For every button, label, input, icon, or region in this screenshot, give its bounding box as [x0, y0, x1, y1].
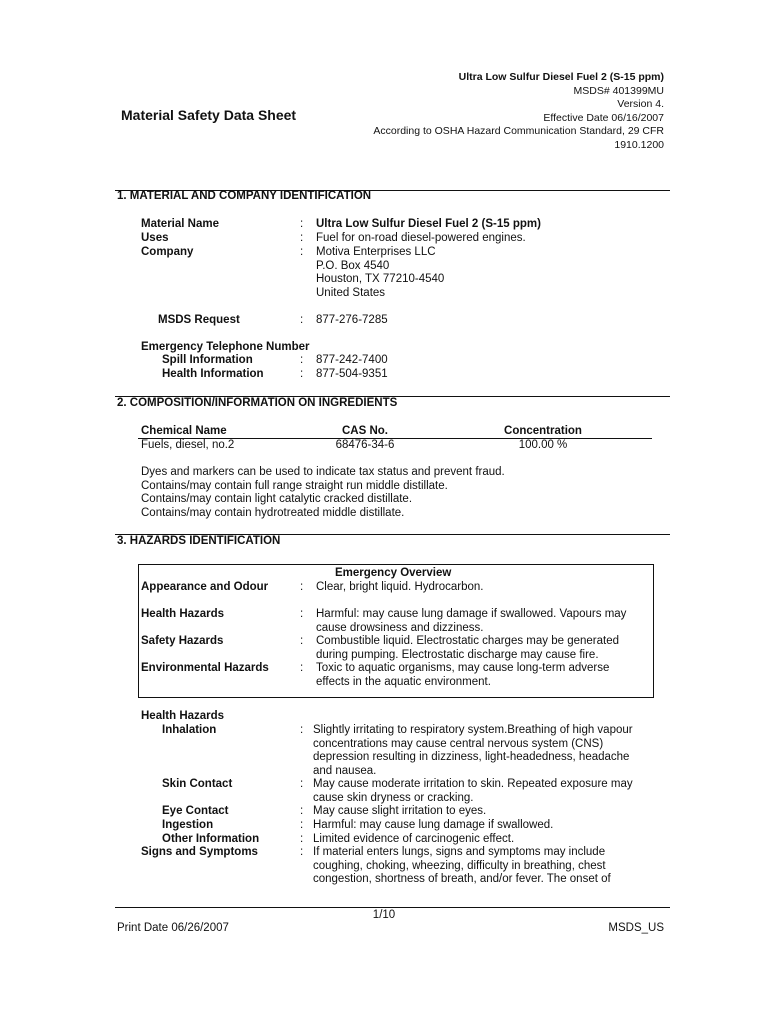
appearance-value: Clear, bright liquid. Hydrocarbon. — [316, 581, 484, 593]
eye-contact-label: Eye Contact — [162, 805, 229, 817]
emergency-overview-title: Emergency Overview — [335, 567, 452, 579]
note-line: Dyes and markers can be used to indicate tax status and prevent fraud. — [141, 466, 505, 478]
material-name-label: Material Name — [141, 218, 219, 230]
appearance-label: Appearance and Odour — [141, 581, 269, 593]
composition-notes — [141, 466, 661, 520]
health-hazards-overview-value: Harmful: may cause lung damage if swallowed. Vapours may cause drowsiness and dizziness. — [316, 608, 627, 634]
document-code: MSDS_US — [608, 922, 664, 934]
inhalation-value: Slightly irritating to respiratory system.Breathing of high vapour concentrations may cause central nervous system (CNS) depression resulting in dizziness, light-headedness, headache and nausea. — [313, 724, 633, 777]
material-name-value: Ultra Low Sulfur Diesel Fuel 2 (S-15 ppm) — [316, 218, 541, 230]
signs-symptoms-label: Signs and Symptoms — [141, 846, 258, 858]
spill-info-label: Spill Information — [162, 354, 253, 366]
col-header-chemical-name: Chemical Name — [141, 425, 227, 437]
version: Version 4. — [617, 98, 664, 111]
col-header-cas: CAS No. — [342, 425, 388, 437]
product-name: Ultra Low Sulfur Diesel Fuel 2 (S-15 ppm) — [458, 71, 664, 83]
uses-value: Fuel for on-road diesel-powered engines. — [316, 232, 526, 244]
health-hazards-overview-label: Health Hazards — [141, 608, 225, 620]
ingestion-label: Ingestion — [162, 819, 214, 831]
note-line: Contains/may contain full range straight run middle distillate. — [141, 479, 448, 492]
spill-info-phone: 877-242-7400 — [316, 354, 388, 366]
msds-number: MSDS# 401399MU — [573, 84, 664, 97]
uses-label: Uses — [141, 232, 169, 244]
note-line: Contains/may contain hydrotreated middle distillate. — [141, 506, 405, 519]
health-info-phone: 877-504-9351 — [316, 368, 388, 380]
document-header-info — [304, 71, 664, 153]
emergency-phone-label: Emergency Telephone Number — [141, 341, 310, 353]
company-line: P.O. Box 4540 — [316, 259, 390, 272]
section-2-title: 2. COMPOSITION/INFORMATION ON INGREDIENTS — [117, 397, 398, 409]
section-3-title: 3. HAZARDS IDENTIFICATION — [117, 535, 281, 547]
safety-hazards-label: Safety Hazards — [141, 635, 224, 647]
safety-hazards-value: Combustible liquid. Electrostatic charges may be generated during pumping. Electrostatic discharge may cause fire. — [316, 635, 619, 661]
environmental-hazards-label: Environmental Hazards — [141, 662, 269, 674]
environmental-hazards-value: Toxic to aquatic organisms, may cause long-term adverse effects in the aquatic environment. — [316, 662, 610, 688]
health-info-label: Health Information — [162, 368, 264, 380]
footer-divider — [115, 907, 670, 908]
company-label: Company — [141, 246, 194, 258]
ingestion-value: Harmful: may cause lung damage if swallowed. — [313, 819, 554, 831]
skin-contact-label: Skin Contact — [162, 778, 233, 790]
note-line: Contains/may contain light catalytic cracked distillate. — [141, 493, 413, 506]
table-cell-chemical: Fuels, diesel, no.2 — [141, 439, 235, 451]
standard-line-2: 1910.1200 — [614, 138, 664, 151]
msds-request-phone: 877-276-7285 — [316, 314, 388, 326]
section-1-title: 1. MATERIAL AND COMPANY IDENTIFICATION — [117, 190, 372, 202]
skin-contact-value: May cause moderate irritation to skin. Repeated exposure may cause skin dryness or cracking. — [313, 778, 633, 804]
company-line: United States — [316, 286, 386, 299]
other-info-label: Other Information — [162, 833, 260, 845]
eye-contact-value: May cause slight irritation to eyes. — [313, 805, 487, 817]
company-line: Houston, TX 77210-4540 — [316, 273, 445, 286]
msds-request-label: MSDS Request — [158, 314, 240, 326]
effective-date: Effective Date 06/16/2007 — [543, 111, 664, 124]
table-cell-cas: 68476-34-6 — [335, 439, 395, 451]
other-info-value: Limited evidence of carcinogenic effect. — [313, 833, 515, 845]
health-hazards-label: Health Hazards — [141, 710, 225, 722]
col-header-concentration: Concentration — [504, 425, 582, 437]
company-line: Motiva Enterprises LLC — [316, 246, 436, 258]
company-address — [316, 246, 656, 300]
standard-line-1: According to OSHA Hazard Communication Standard, 29 CFR — [373, 125, 664, 138]
print-date: Print Date 06/26/2007 — [117, 922, 229, 934]
table-cell-concentration: 100.00 % — [518, 439, 568, 451]
signs-symptoms-value: If material enters lungs, signs and symptoms may include coughing, choking, wheezing, difficulty in breathing, chest congestion, shortness of breath, and/or fever. The onset of — [313, 846, 611, 886]
page-number: 1/10 — [372, 909, 396, 921]
inhalation-label: Inhalation — [162, 724, 217, 736]
document-title: Material Safety Data Sheet — [121, 107, 297, 123]
